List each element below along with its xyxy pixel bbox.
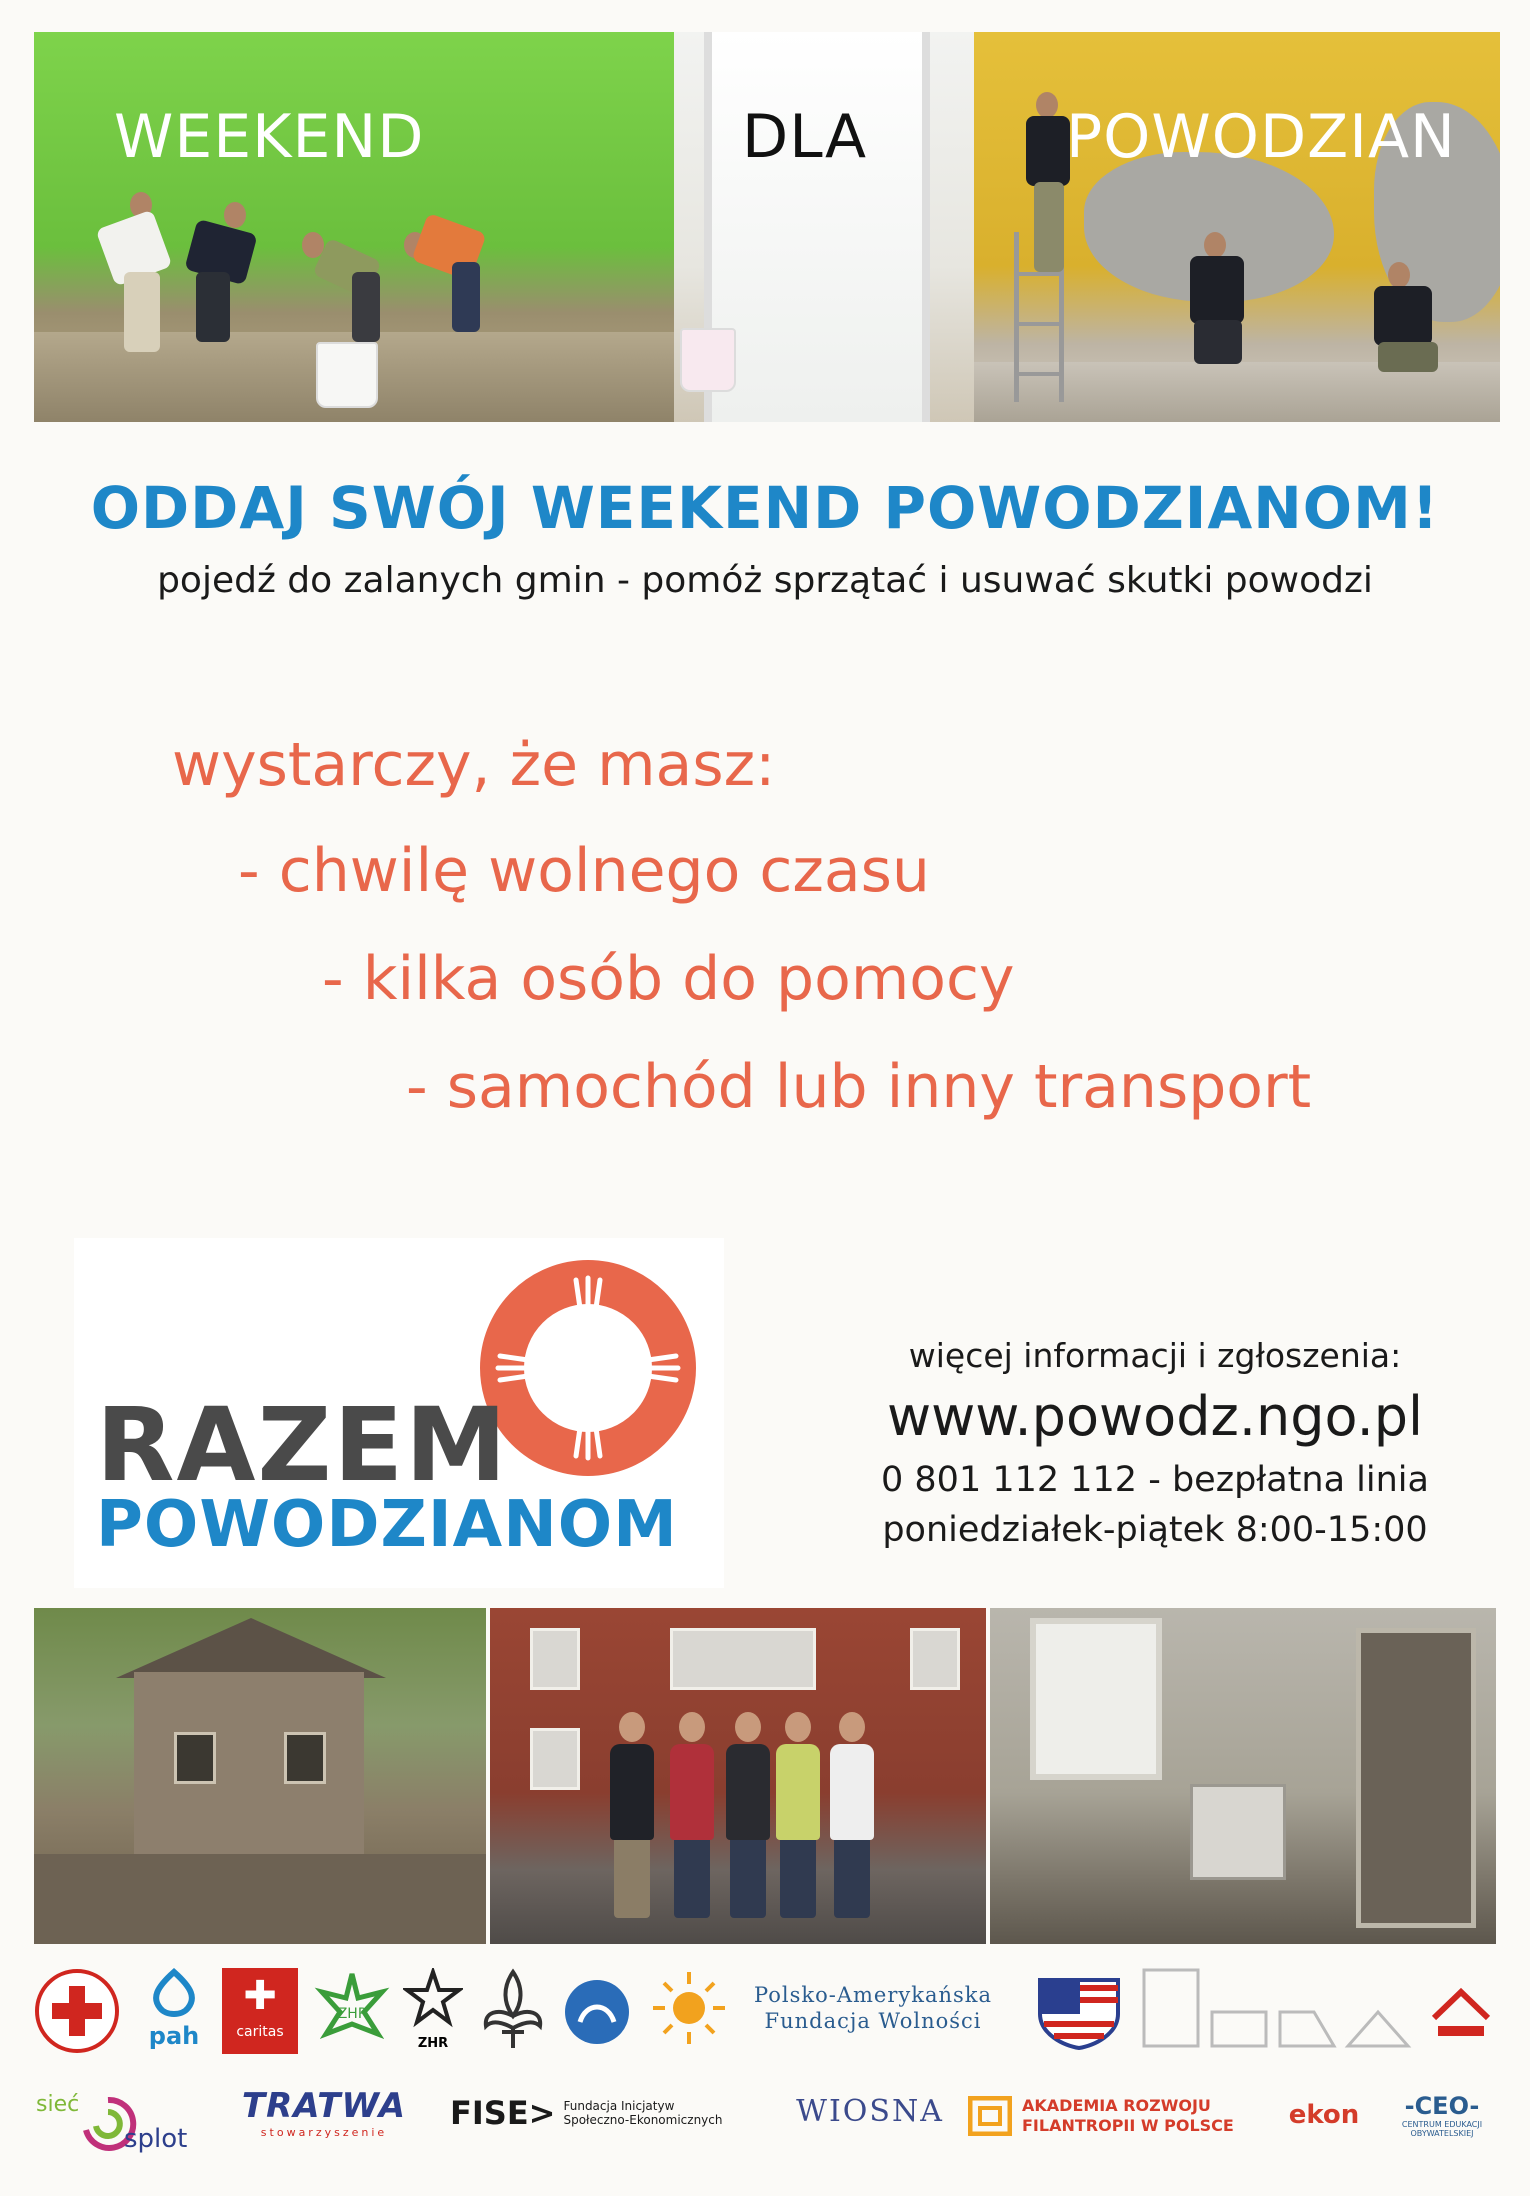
- geometric-shapes-icon: [1142, 1968, 1428, 2054]
- house-roof-icon: [1428, 1978, 1494, 2048]
- banner-word-dla: DLA: [742, 102, 868, 172]
- zhp-lily-icon: [312, 1968, 392, 2054]
- volunteer-figure: [830, 1712, 874, 1918]
- fise-logo: FISE> Fundacja Inicjatyw Społeczno-Ekonomicznych: [450, 2094, 723, 2132]
- caritas-logo: ✚ caritas: [222, 1968, 298, 2054]
- bottom-photo-strip: [34, 1608, 1500, 1944]
- red-cross-logo: [34, 1968, 120, 2054]
- ekon-logo: ekon: [1288, 2100, 1360, 2130]
- volunteer-figure: [610, 1712, 654, 1918]
- svg-text:ZHP: ZHP: [337, 2006, 367, 2022]
- pah-drop-icon: [146, 1968, 202, 2018]
- requirement-item: - kilka osób do pomocy: [322, 944, 1015, 1014]
- bucket: [680, 328, 736, 392]
- ceo-logo: -CEO- CENTRUM EDUKACJI OBYWATELSKIEJ: [1401, 2092, 1483, 2138]
- bucket: [316, 342, 378, 408]
- requirements-intro: wystarczy, że masz:: [172, 730, 776, 800]
- lifebuoy-hands-icon: [478, 1258, 698, 1478]
- tratwa-logo: TRATWA stowarzyszenie: [241, 2086, 407, 2139]
- contact-more-info: więcej informacji i zgłoszenia:: [908, 1336, 1402, 1375]
- hours-line: poniedziałek-piątek 8:00-15:00: [882, 1510, 1428, 1550]
- photo-green-room: [34, 32, 674, 422]
- partner-logos: [34, 1968, 1500, 2178]
- shield-flag-icon: [1034, 1974, 1124, 2050]
- volunteer-figure: [726, 1712, 770, 1918]
- top-photo-banner: [34, 32, 1500, 422]
- website-link[interactable]: www.powodz.ngo.pl: [886, 1385, 1424, 1448]
- pafw-logo: Polsko-Amerykańska Fundacja Wolności: [753, 1983, 993, 2033]
- banner-word-weekend: WEEKEND: [114, 102, 425, 172]
- volunteer-figure: [776, 1712, 820, 1918]
- photo-damaged-interior: [990, 1608, 1496, 1944]
- zhr-logo: ZHR: [400, 1968, 466, 2051]
- fleur-de-lis-icon: [478, 1968, 548, 2054]
- zhr-cross-icon: [403, 1968, 463, 2032]
- volunteer-figure: [670, 1712, 714, 1918]
- logo-text-powodzianom: POWODZIANOM: [96, 1488, 678, 1562]
- logo-text-razem: RAZEM: [96, 1386, 509, 1505]
- photo-volunteer-group: [490, 1608, 986, 1944]
- siec-splot-logo: sieć splot: [36, 2092, 188, 2154]
- hands-globe-icon: [560, 1972, 634, 2052]
- subheadline: pojedź do zalanych gmin - pomóż sprzątać i usuwać skutki powodzi: [157, 560, 1373, 601]
- photo-window-room: [674, 32, 974, 422]
- banner-word-powodzian: POWODZIAN: [1066, 102, 1456, 172]
- requirement-item: - chwilę wolnego czasu: [238, 836, 930, 906]
- pah-logo: pah: [138, 1968, 210, 2050]
- headline: ODDAJ SWÓJ WEEKEND POWODZIANOM!: [90, 474, 1440, 542]
- wiosna-logo: WIOSNA: [796, 2094, 944, 2129]
- photo-flooded-house: [34, 1608, 486, 1944]
- photo-yellow-room: [974, 32, 1500, 422]
- window: [704, 32, 930, 422]
- requirement-item: - samochód lub inny transport: [406, 1052, 1312, 1122]
- arfp-mark-icon: [968, 2096, 1012, 2136]
- sun-icon: [644, 1968, 734, 2054]
- razem-powodzianom-logo: [74, 1238, 724, 1588]
- arfp-logo: AKADEMIA ROZWOJU FILANTROPII W POLSCE: [968, 2096, 1268, 2136]
- contact-info: [830, 1336, 1480, 1550]
- phone-line: 0 801 112 112 - bezpłatna linia: [881, 1460, 1429, 1500]
